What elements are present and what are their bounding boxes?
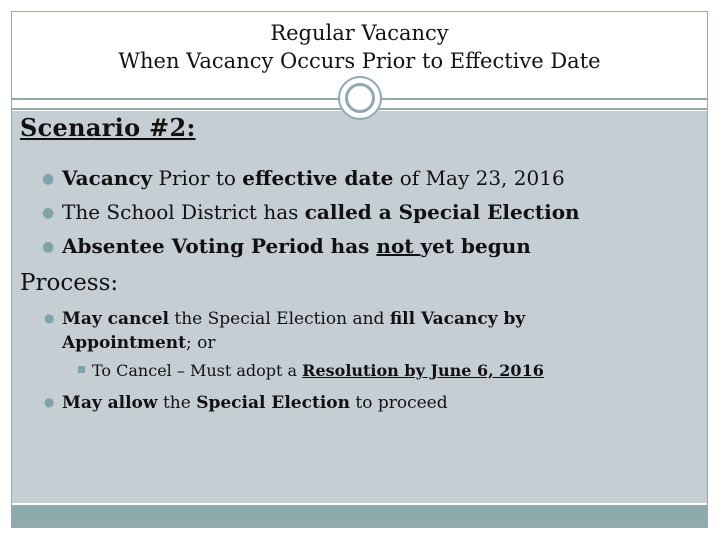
text: to proceed	[349, 393, 448, 413]
circle-ornament-icon	[338, 76, 382, 120]
text: Prior to	[152, 166, 243, 190]
text: The School District has	[62, 200, 305, 224]
text-bold: Special Election	[196, 393, 350, 413]
bullet-dot-icon: ●	[44, 395, 55, 409]
square-bullet-icon	[78, 366, 85, 373]
text-bold-underline: not	[376, 234, 421, 258]
process-item-1	[44, 306, 525, 355]
scenario-heading: Scenario #2:	[20, 113, 196, 142]
text-bold: Absentee Voting Period has	[62, 234, 377, 258]
text: the Special Election and	[168, 309, 390, 329]
text-bold: Vacancy	[62, 166, 153, 190]
bullet-dot-icon: ●	[42, 205, 55, 221]
text: To Cancel – Must adopt a	[92, 361, 303, 380]
scenario-bullet-1	[42, 165, 565, 192]
bullet-dot-icon: ●	[42, 239, 55, 255]
bullet-dot-icon: ●	[44, 311, 55, 325]
process-item-2	[44, 390, 448, 415]
process-heading: Process:	[20, 270, 119, 296]
text-bold: called a Special Election	[304, 200, 580, 224]
text-bold: fill Vacancy by	[389, 309, 526, 329]
text: ; or	[186, 333, 216, 353]
text-bold: Appointment	[62, 333, 186, 353]
footer-bar	[12, 505, 707, 527]
title-line-1: Regular Vacancy	[270, 21, 449, 45]
title-line-2: When Vacancy Occurs Prior to Effective Date	[118, 49, 601, 73]
text: the	[157, 393, 197, 413]
text-bold-underline: Resolution by June 6, 2016	[302, 361, 544, 380]
text-bold: May cancel	[62, 309, 169, 329]
text-bold: yet begun	[420, 234, 531, 258]
text-bold: May allow	[62, 393, 158, 413]
process-subitem-1	[78, 360, 544, 382]
text: of May 23, 2016	[393, 166, 565, 190]
text-bold: effective date	[242, 166, 394, 190]
scenario-bullet-3	[42, 233, 531, 260]
scenario-bullet-2	[42, 199, 580, 226]
circle-ornament-inner	[345, 83, 375, 113]
bullet-dot-icon: ●	[42, 171, 55, 187]
